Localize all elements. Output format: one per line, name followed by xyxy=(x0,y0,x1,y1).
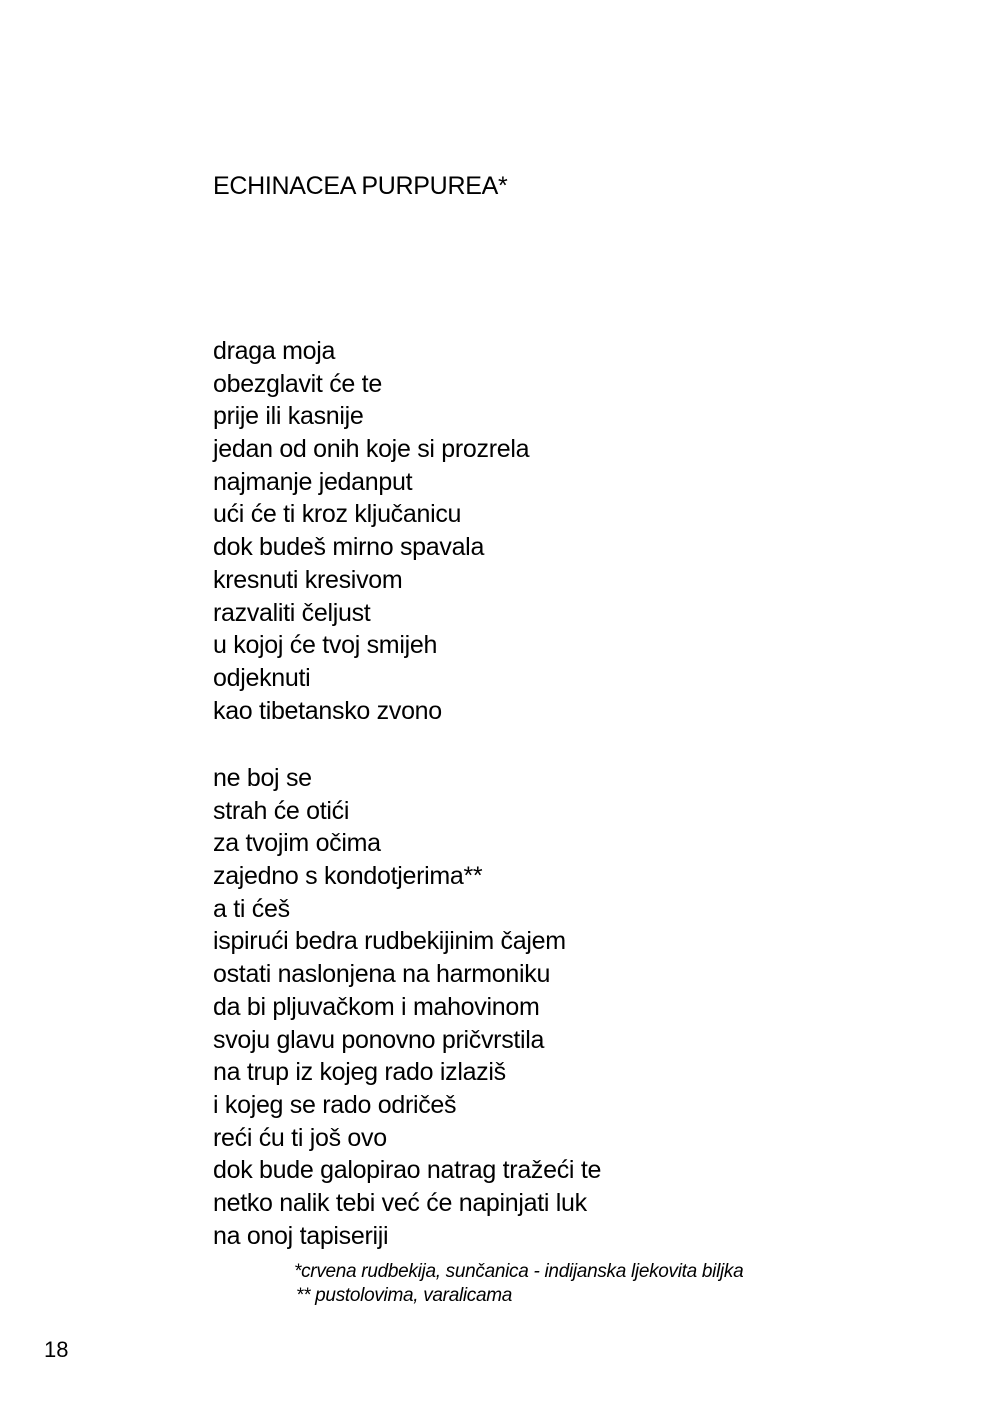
poem-line: razvaliti čeljust xyxy=(213,598,371,627)
footnotes xyxy=(294,1260,743,1308)
stanza-1 xyxy=(213,335,529,727)
poem-line: zajedno s kondotjerima** xyxy=(213,862,483,891)
page-number: 18 xyxy=(44,1337,69,1362)
poem-line: odjeknuti xyxy=(213,663,311,692)
poem-line: u kojoj će tvoj smijeh xyxy=(213,631,438,660)
poem-line: da bi pljuvačkom i mahovinom xyxy=(213,992,540,1021)
footnote: *crvena rudbekija, sunčanica - indijanska ljekovita biljka xyxy=(294,1261,744,1282)
poem-line: ne boj se xyxy=(213,764,312,792)
poem-line: dok bude galopirao natrag tražeći te xyxy=(213,1156,602,1185)
poem-line: kresnuti kresivom xyxy=(213,565,403,594)
poem-line: na trup iz kojeg rado izlaziš xyxy=(213,1058,506,1087)
poem-line: najmanje jedanput xyxy=(213,467,413,496)
poem-line: ostati naslonjena na harmoniku xyxy=(213,960,551,989)
poem-line: i kojeg se rado odričeš xyxy=(213,1090,457,1119)
stanza-2 xyxy=(213,762,601,1252)
poem-line: dok budeš mirno spavala xyxy=(213,533,485,562)
poem-line: jedan od onih koje si prozrela xyxy=(213,435,530,464)
poem-line: obezglavit će te xyxy=(213,369,382,398)
poem-title: ECHINACEA PURPUREA* xyxy=(213,172,508,200)
poem-line: draga moja xyxy=(213,337,336,365)
poem-line: kao tibetansko zvono xyxy=(213,696,442,725)
poem-line: reći ću ti još ovo xyxy=(213,1123,387,1152)
footnote: ** pustolovima, varalicama xyxy=(296,1285,513,1306)
poem-line: prije ili kasnije xyxy=(213,402,364,431)
poem-line: svoju glavu ponovno pričvrstila xyxy=(213,1025,545,1054)
poem-line: strah će otići xyxy=(213,796,350,825)
poem-line: za tvojim očima xyxy=(213,829,381,858)
poem-line: ispirući bedra rudbekijinim čajem xyxy=(213,927,566,956)
poem-line: ući će ti kroz ključanicu xyxy=(213,500,462,529)
poem-line: netko nalik tebi već će napinjati luk xyxy=(213,1188,587,1217)
poem-line: na onoj tapiseriji xyxy=(213,1221,389,1250)
poem-line: a ti ćeš xyxy=(213,894,290,923)
